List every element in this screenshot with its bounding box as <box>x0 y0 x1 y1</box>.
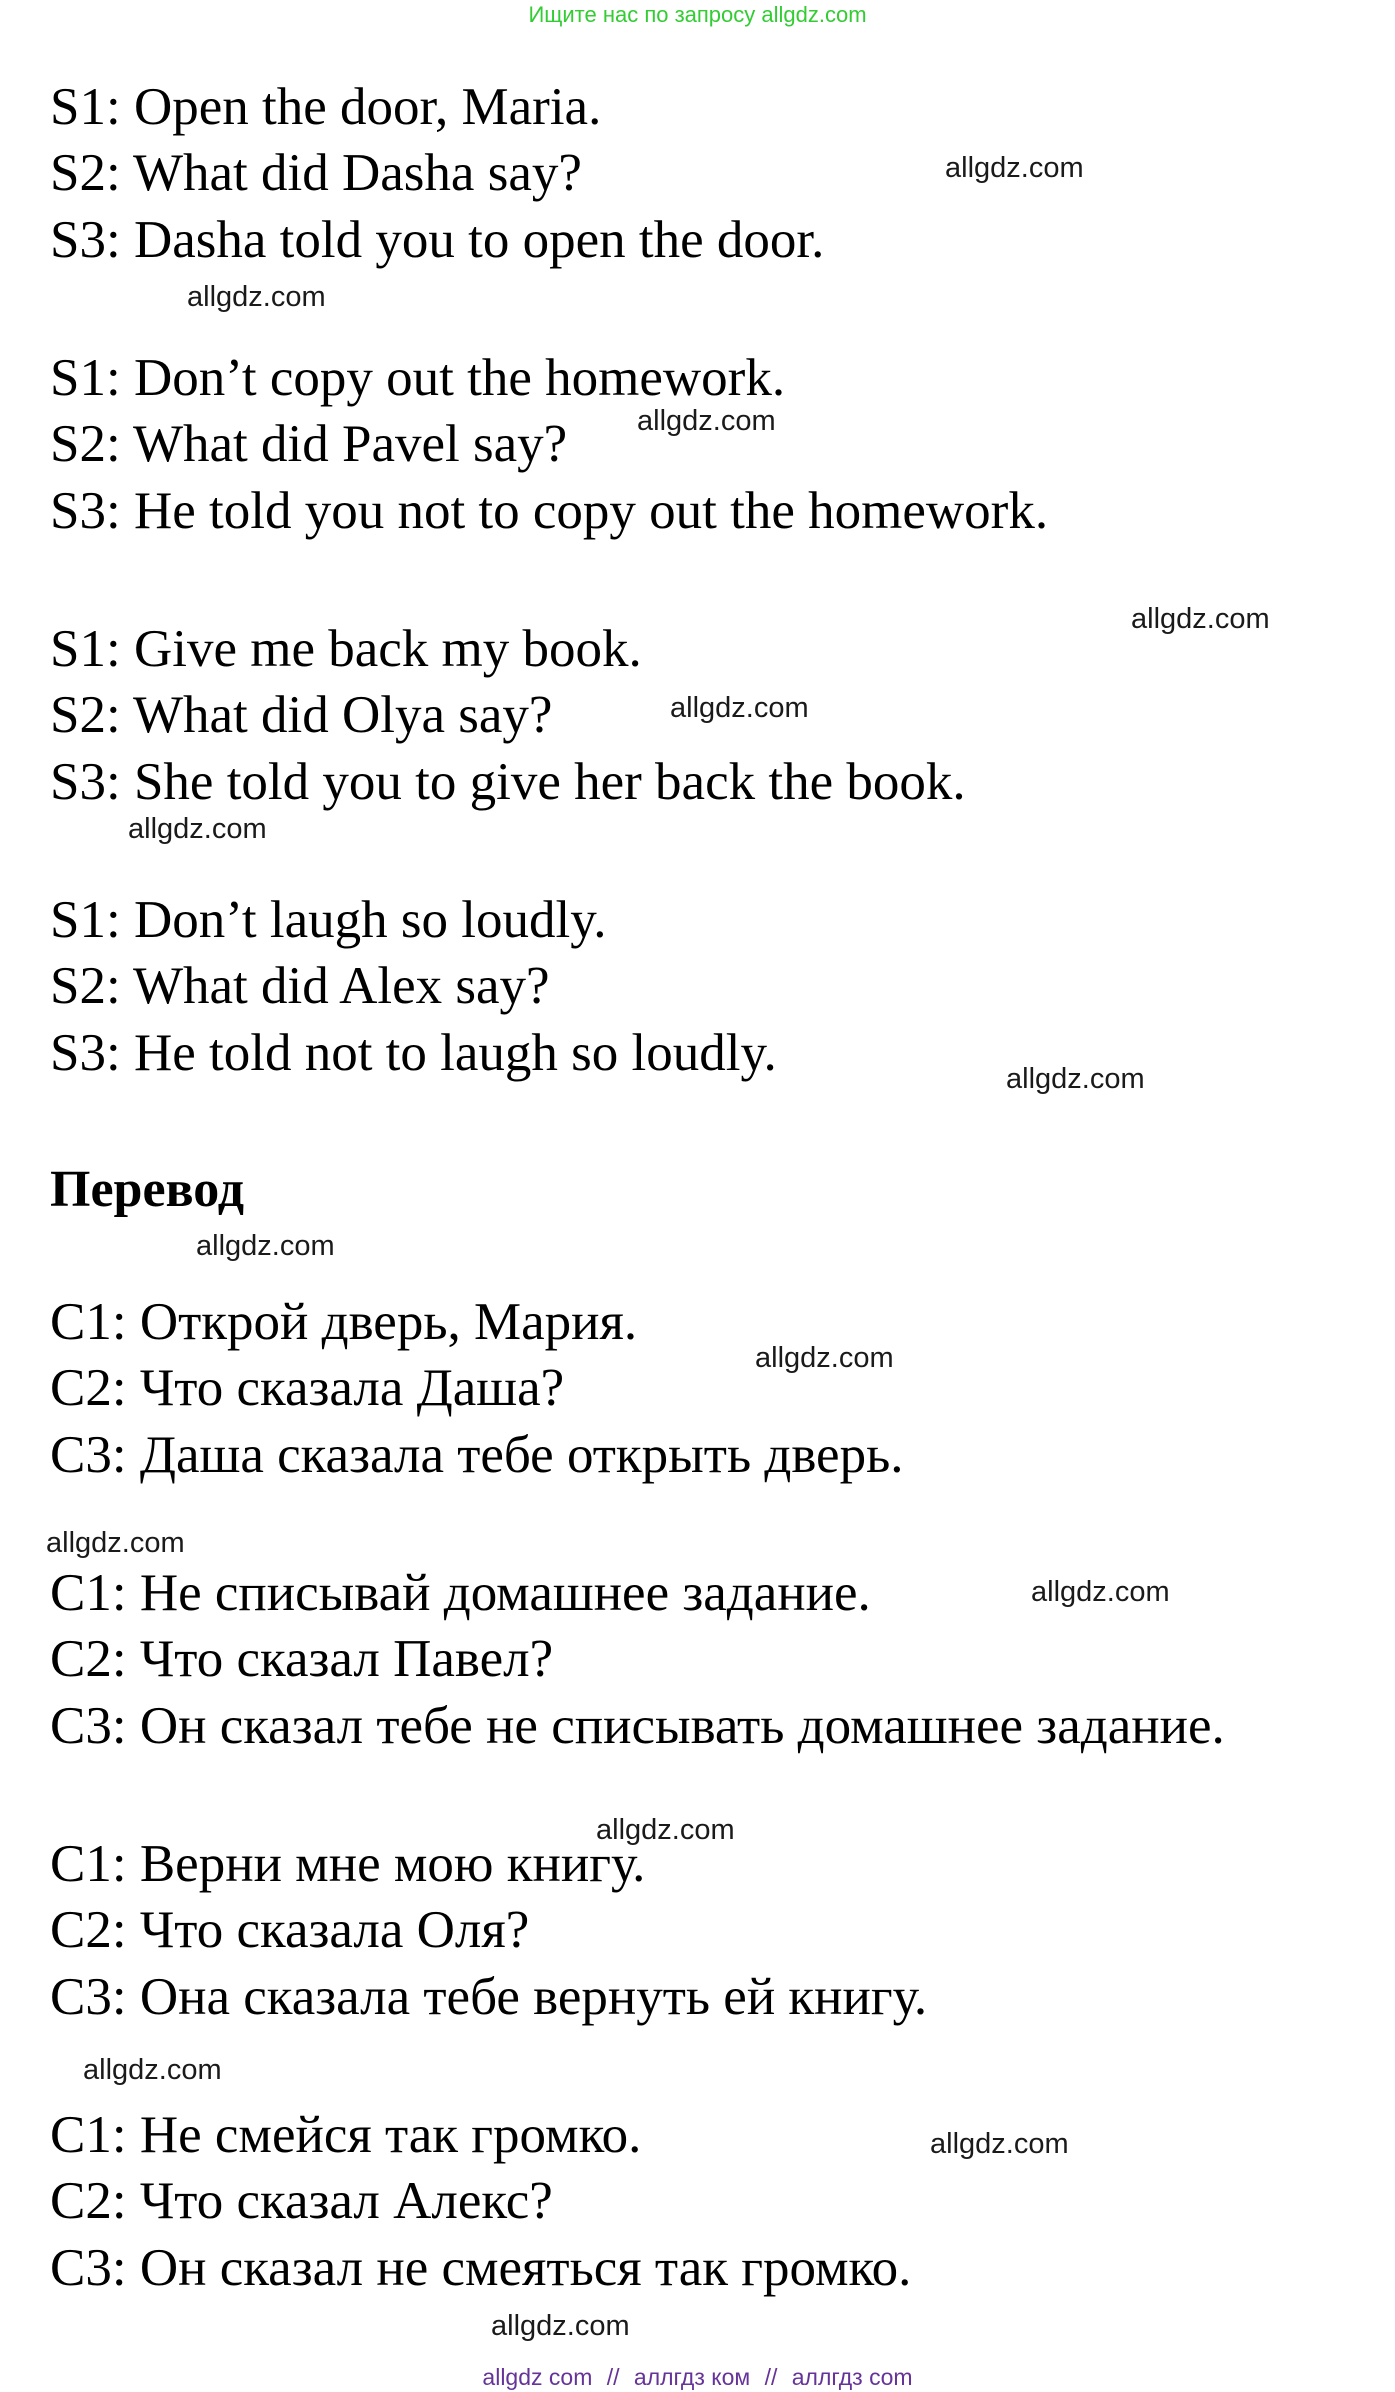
dialog-2-line-1: S1: Don’t copy out the homework. <box>50 349 786 407</box>
watermark: allgdz.com <box>670 692 809 724</box>
footer-link-allgdz[interactable]: allgdz com <box>482 2364 593 2390</box>
dialog-1-line-2: S2: What did Dasha say? <box>50 144 582 202</box>
translation-dialog-4-line-3: С3: Он сказал не смеяться так громко. <box>50 2239 912 2297</box>
translation-dialog-1-line-1: С1: Открой дверь, Мария. <box>50 1293 638 1351</box>
watermark: allgdz.com <box>1131 603 1270 635</box>
translation-dialog-1-line-2: С2: Что сказала Даша? <box>50 1359 565 1417</box>
dialog-4-line-2: S2: What did Alex say? <box>50 957 550 1015</box>
dialog-4-line-3: S3: He told not to laugh so loudly. <box>50 1024 777 1082</box>
watermark: allgdz.com <box>1006 1063 1145 1095</box>
top-search-banner: Ищите нас по запросу allgdz.com <box>528 2 867 27</box>
watermark: allgdz.com <box>596 1814 735 1846</box>
watermark: allgdz.com <box>930 2128 1069 2160</box>
watermark: allgdz.com <box>83 2054 222 2086</box>
watermark: allgdz.com <box>1031 1576 1170 1608</box>
translation-dialog-2-line-2: С2: Что сказал Павел? <box>50 1630 554 1688</box>
watermark: allgdz.com <box>46 1527 185 1559</box>
footer-link-allgdz-mixed[interactable]: аллгдз com <box>791 2364 913 2390</box>
dialog-2-line-3: S3: He told you not to copy out the homework. <box>50 482 1049 540</box>
translation-dialog-4-line-2: С2: Что сказал Алекс? <box>50 2172 553 2230</box>
watermark: allgdz.com <box>196 1230 335 1262</box>
dialog-4-line-1: S1: Don’t laugh so loudly. <box>50 891 607 949</box>
watermark: allgdz.com <box>945 152 1084 184</box>
watermark: allgdz.com <box>187 281 326 313</box>
watermark: allgdz.com <box>755 1342 894 1374</box>
footer-separator: // <box>606 2364 620 2390</box>
translation-dialog-1-line-3: С3: Даша сказала тебе открыть дверь. <box>50 1426 904 1484</box>
dialog-3-line-2: S2: What did Olya say? <box>50 686 553 744</box>
translation-dialog-2-line-3: С3: Он сказал тебе не списывать домашнее задание. <box>50 1697 1225 1755</box>
dialog-3-line-3: S3: She told you to give her back the book. <box>50 753 966 811</box>
footer-links <box>0 2362 1395 2392</box>
watermark: allgdz.com <box>491 2310 630 2342</box>
footer-separator: // <box>764 2364 778 2390</box>
footer-link-allgdz-cyrillic[interactable]: аллгдз ком <box>633 2364 751 2390</box>
translation-heading: Перевод <box>50 1161 245 1218</box>
dialog-3-line-1: S1: Give me back my book. <box>50 620 642 678</box>
dialog-1-line-1: S1: Open the door, Maria. <box>50 78 602 136</box>
translation-dialog-3-line-3: С3: Она сказала тебе вернуть ей книгу. <box>50 1968 928 2026</box>
watermark: allgdz.com <box>128 813 267 845</box>
watermark: allgdz.com <box>637 405 776 437</box>
dialog-2-line-2: S2: What did Pavel say? <box>50 415 568 473</box>
translation-dialog-2-line-1: С1: Не списывай домашнее задание. <box>50 1564 871 1622</box>
translation-dialog-3-line-2: С2: Что сказала Оля? <box>50 1901 530 1959</box>
translation-dialog-4-line-1: С1: Не смейся так громко. <box>50 2106 642 2164</box>
dialog-1-line-3: S3: Dasha told you to open the door. <box>50 211 825 269</box>
translation-dialog-3-line-1: С1: Верни мне мою книгу. <box>50 1835 646 1893</box>
